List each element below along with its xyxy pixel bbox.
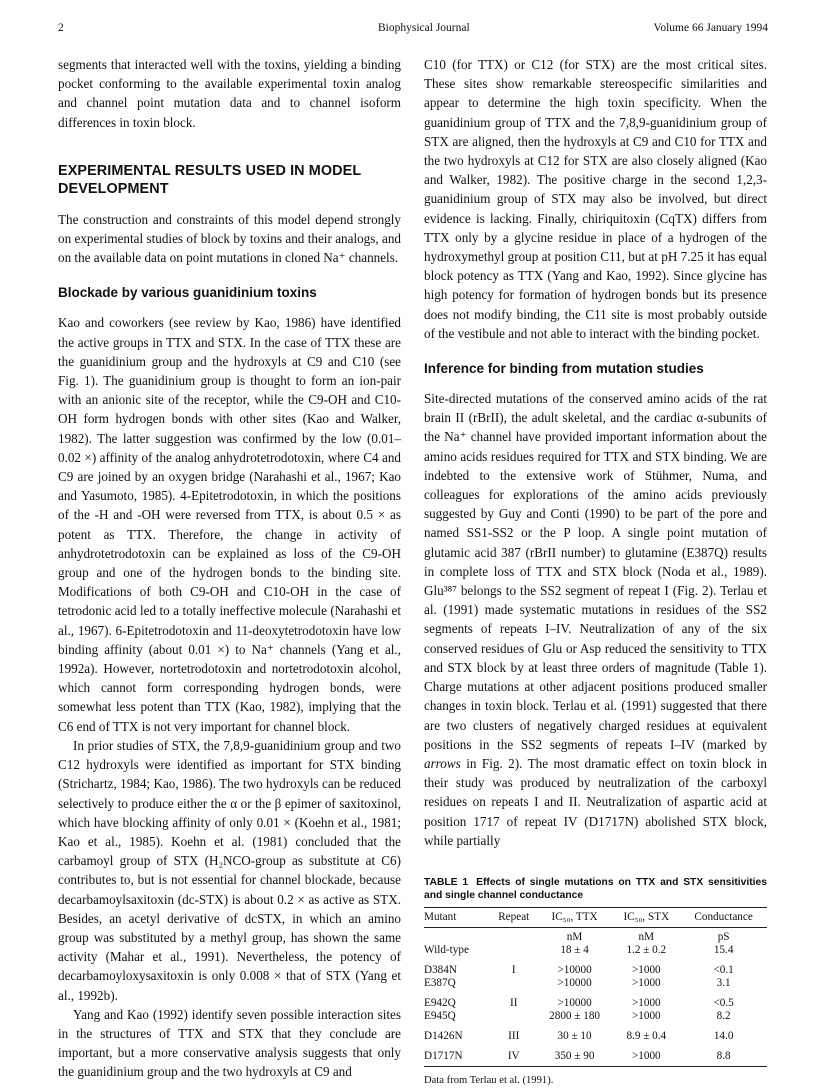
- paragraph: [424, 389, 767, 850]
- journal-title: Biophysical Journal: [378, 22, 470, 34]
- table-caption-text: Effects of single mutations on TTX and STX sensitivities and single channel conductance: [424, 876, 767, 901]
- text-run: in Fig. 2). The most dramatic effect on toxin block in their study was produced by neutralization of the carboxyl residues on repeats I and II. Neutralization of aspartic acid at position 1717 of repeat IV (D1717N) abolished STX block, while partially: [424, 755, 767, 848]
- unit-cell: nM: [566, 930, 583, 943]
- cell: 3.1: [716, 976, 731, 989]
- cell: 2800 ± 180: [549, 1009, 601, 1022]
- header-cell: Mutant: [424, 907, 491, 927]
- cell: 15.4: [713, 943, 734, 956]
- right-column: [424, 55, 767, 1090]
- unit-cell: [424, 927, 491, 944]
- mutation-table: [424, 907, 767, 1067]
- unit-cell: nM: [638, 930, 655, 943]
- cell: >1000: [631, 976, 661, 989]
- volume-date: Volume 66 January 1994: [653, 22, 768, 34]
- table-row: [424, 1010, 767, 1023]
- cell: >10000: [557, 996, 592, 1009]
- subsection-heading: Inference for binding from mutation studies: [424, 361, 704, 377]
- cell: 8.2: [716, 1009, 731, 1022]
- cell: <0.1: [713, 963, 734, 976]
- header-cell: IC₅₀, TTX: [537, 907, 613, 927]
- left-column: [58, 55, 401, 1082]
- paragraph: Kao and coworkers (see review by Kao, 1986) have identified the active groups in TTX and STX. In the case of TTX these are the guanidinium group and the hydroxyls at C9 and C10 (see Fig. 1). The guanidinium group is thought to form an ion-pair with an anionic site of the receptor, while the C9-OH and C10-OH form hydrogen bonds with other sites (Kao and Walker, 1982). The latter suggestion was confirmed by the low (0.01–0.02 ×) affinity of the analog anhydrotetrodotoxin, where C4 and C9 are joined by an oxygen bridge (Narahashi et al., 1967; Kao and Yasumoto, 1985). 4-Epitetrodotoxin, in which the positions of the -H and -OH were reversed from TTX, is about 0.5 × as potent as TTX. Therefore, the change in activity of anhydrotetrodotoxin can be explained as loss of the C9-OH group and one of the hydrogen bonds to the binding site. Modifications of both C9-OH and C10-OH in the case of tetrodonic acid led to a totally ineffective molecule (Narahashi et al., 1967). 6-Epitetrodotoxin and 11-deoxytetrodotoxin have low binding affinity (about 0.01 ×) to Na⁺ channels (Yang et al., 1992a). However, nortetrodotoxin and nortetrodotoxin alcohol, which cannot form corresponding hydrogen bonds, were somewhat less potent than TTX (Kao, 1982), implying that the C6 end of TTX is not very important for channel block.: [58, 315, 401, 734]
- paragraph: In prior studies of STX, the 7,8,9-guanidinium group and two C12 hydroxyls were identified as important for STX binding (Strichartz, 1984; Kao, 1986). The two hydroxyls can be reduced selectively to produce either the α or the β epimer of saxitoxinol, which have blocking affinity of only 0.01 × (Koehn et al., 1981; Kao et al., 1985). Koehn et al. (1981) concluded that the carbamoyl group of STX (H₂NCO-group as substitute at C6) contributes to, but is not essential for channel blockade, because decarbamoylsaxitoxin (dc-STX) is about 0.2 × as active as STX. Besides, an acetyl derivative of dcSTX, in which an amino group was substituted by a methyl group, has shown the same activity (Mahar et al., 1991). Nevertheless, the potency of decarbamoyloxysaxitoxin is only 0.008 × that of STX (Yang et al., 1992b).: [58, 737, 401, 1003]
- cell: 1.2 ± 0.2: [626, 943, 667, 956]
- cell: I: [511, 963, 516, 976]
- table-row: [424, 977, 767, 990]
- cell: [491, 1010, 537, 1023]
- page-number: 2: [58, 22, 64, 34]
- cell: E942Q: [424, 996, 456, 1009]
- subsection-heading: Blockade by various guanidinium toxins: [58, 285, 317, 301]
- cell: D1426N: [424, 1029, 463, 1042]
- paragraph: The construction and constraints of this model depend strongly on experimental studies of block by toxins and their analogs, and on the available data on point mutations in cloned Na⁺ channels.: [58, 211, 401, 266]
- table-row: [424, 997, 767, 1010]
- header-cell: Repeat: [491, 907, 537, 927]
- unit-cell: pS: [717, 930, 730, 943]
- cell: 18 ± 4: [560, 943, 589, 956]
- header-cell: Conductance: [680, 907, 767, 927]
- cell: IV: [491, 1050, 537, 1067]
- cell: >1000: [631, 963, 661, 976]
- cell: D1717N: [424, 1050, 491, 1067]
- cell: D384N: [424, 963, 457, 976]
- running-header: [58, 22, 768, 38]
- cell: >1000: [612, 1050, 680, 1067]
- table-row: [424, 1050, 767, 1067]
- header-cell: IC₅₀, STX: [612, 907, 680, 927]
- cell: >10000: [557, 976, 592, 989]
- cell: Wild-type: [424, 943, 469, 956]
- cell: 8.9 ± 0.4: [626, 1029, 667, 1042]
- unit-cell: [491, 927, 537, 944]
- cell: >1000: [631, 996, 661, 1009]
- emphasis: arrows: [424, 755, 461, 771]
- table-footnote: Data from Terlau et al. (1991).: [424, 1074, 554, 1086]
- cell: 30 ± 10: [557, 1029, 592, 1042]
- cell: 350 ± 90: [537, 1050, 613, 1067]
- cell: >10000: [557, 963, 592, 976]
- table-row: [424, 944, 767, 957]
- paragraph: C10 (for TTX) or C12 (for STX) are the most critical sites. These sites show remarkable stereospecific similarities and appear to determine the high toxin specificity. When the guanidinium group of TTX and the 7,8,9-guanidinium group of STX are aligned, then the hydroxyls at C9 and C10 for TTX and the two hydroxyls at C12 for STX are also closely aligned (Kao and Walker, 1982). The positive charge in the second 1,2,3-guanidinium group of STX may also be involved, but direct evidence is lacking. Finally, chiriquitoxin (CqTX) differs from TTX only by a glycine residue in place of a hydrogen of the hydroxymethyl group at position C11, but at pH 7.25 it has equal block potency as TTX (Yang and Kao, 1992). Since glycine has high potency for formation of hydrogen bonds but its presence does not modify binding, the C11 site is most probably outside of the vestibule and not able to interact with the binding pocket.: [424, 57, 767, 341]
- cell: E387Q: [424, 976, 456, 989]
- table-row: [424, 1030, 767, 1043]
- cell: [491, 944, 537, 957]
- cell: [491, 977, 537, 990]
- cell: III: [508, 1029, 520, 1042]
- cell: <0.5: [713, 996, 734, 1009]
- cell: E945Q: [424, 1009, 456, 1022]
- cell: >1000: [631, 1009, 661, 1022]
- cell: II: [510, 996, 518, 1009]
- paragraph: Yang and Kao (1992) identify seven possible interaction sites in the structures of TTX and STX that they conclude are important, but a more conservative analysis suggests that only the guanidinium group and the two hydroxyls at C9 and: [58, 1006, 401, 1080]
- cell: 14.0: [713, 1029, 734, 1042]
- table-row: [424, 964, 767, 977]
- table-caption: [424, 876, 767, 902]
- table-label: TABLE 1: [424, 876, 469, 888]
- section-heading: EXPERIMENTAL RESULTS USED IN MODEL DEVELOPMENT: [58, 162, 361, 197]
- text-run: Site-directed mutations of the conserved amino acids of the rat brain II (rBrII), the adult skeletal, and the cardiac α-subunits of the Na⁺ channel have provided important information about the amino acids residues required for TTX and STX binding. We are indebted to the extensive work of Stühmer, Numa, and colleagues for explorations of the amino acids previously suggested by Guy and Conti (1990) to be part of the pore and named SS1-SS2 or the P loop. A single point mutation of glutamic acid 387 (rBrII number) to glutamine (E387Q) results in complete loss of TTX and STX block (Noda et al., 1989). Glu³⁸⁷ belongs to the SS2 segment of repeat I (Fig. 2). Terlau et al. (1991) made systematic mutations in residues of the SS2 segments of repeats I–IV. Neutralization of any of the six conserved residues of Glu or Asp reduced the sensitivity to TTX and STX block by at least three orders of magnitude (Table 1). Charge mutations at other adjacent positions produced smaller changes in toxin block. Terlau et al. (1991) suggested that there are two clusters of negatively charged residues at equivalent positions in the SS2 segments of repeats I–IV (marked by: [424, 391, 767, 752]
- paragraph: segments that interacted well with the toxins, yielding a binding pocket conforming to the available experimental toxin analog and channel point mutation data and to channel isoform differences in toxin block.: [58, 57, 401, 130]
- cell: 8.8: [680, 1050, 767, 1067]
